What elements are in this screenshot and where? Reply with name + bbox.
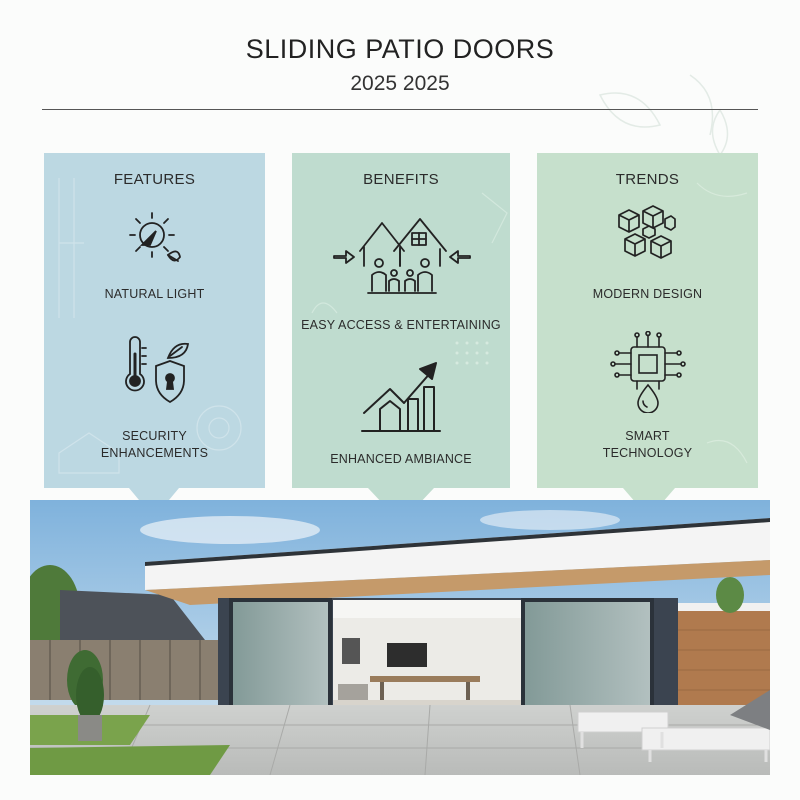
easy-access-label: EASY ACCESS & ENTERTAINING <box>301 318 501 332</box>
features-title: FEATURES <box>113 171 196 188</box>
growth-chart-icon <box>360 357 446 433</box>
sun-icon <box>126 205 184 269</box>
enhanced-ambiance-label: ENHANCED AMBIANCE <box>330 452 472 466</box>
smart-technology-label: SMART TECHNOLOGY <box>602 429 693 460</box>
natural-light-label: NATURAL LIGHT <box>104 287 205 301</box>
cubes-icon <box>615 205 677 267</box>
title-divider <box>42 109 758 110</box>
circuit-chip-icon <box>609 331 687 413</box>
benefits-title: BENEFITS <box>363 171 439 188</box>
page-title: SLIDING PATIO DOORS <box>245 34 555 64</box>
thermometer-shield-icon <box>120 336 192 408</box>
security-enhancements-label: SECURITY ENHANCEMENTS <box>100 429 209 460</box>
benefits-panel <box>292 153 510 518</box>
page-subtitle: 2025 2025 <box>350 72 450 95</box>
modern-design-label: MODERN DESIGN <box>592 287 703 301</box>
house-photo <box>30 500 770 775</box>
features-panel <box>44 153 265 518</box>
trends-panel <box>537 153 758 518</box>
family-house-icon <box>332 211 472 297</box>
trends-title: TRENDS <box>615 171 680 188</box>
